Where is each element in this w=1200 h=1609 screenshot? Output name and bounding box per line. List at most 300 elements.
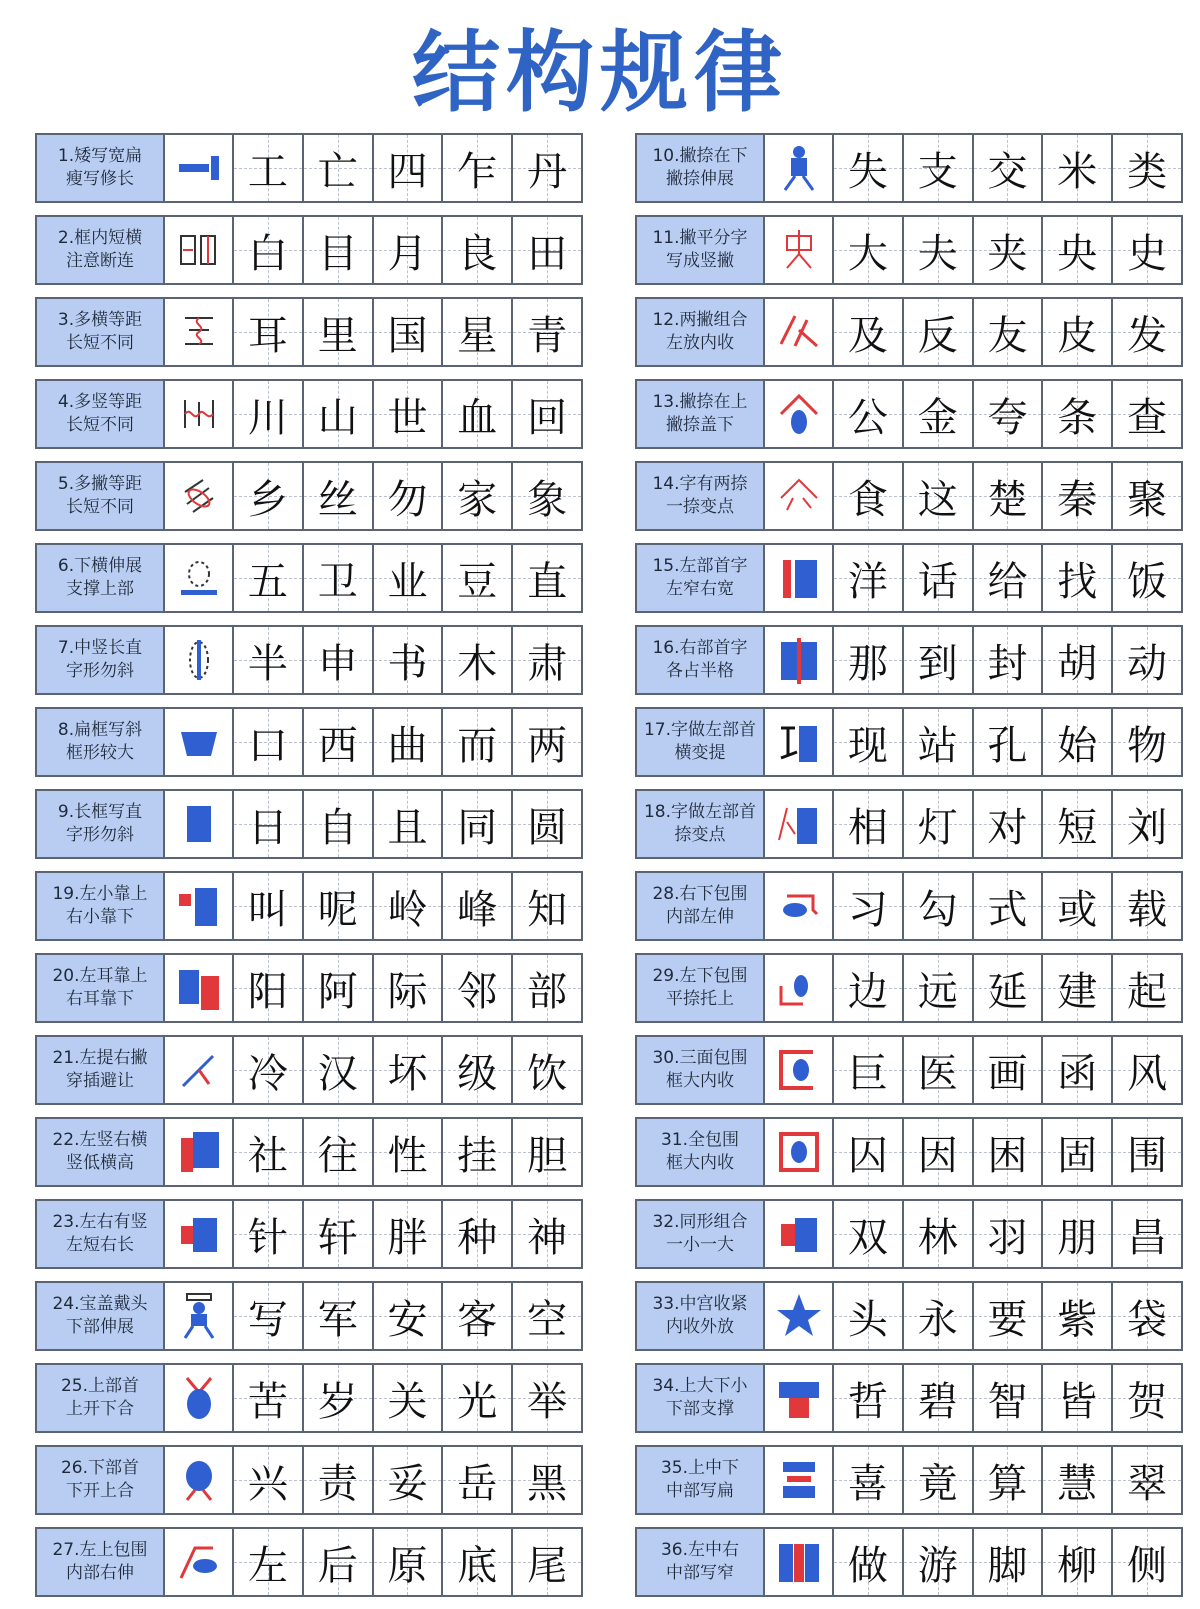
char-cell bbox=[304, 1529, 374, 1595]
rule-row bbox=[635, 1117, 1183, 1187]
rule-label bbox=[37, 545, 165, 611]
char-cell bbox=[974, 791, 1044, 857]
equal-left-falling-icon bbox=[165, 463, 234, 529]
double-falling-icon bbox=[765, 299, 834, 365]
char-cell bbox=[834, 1119, 904, 1185]
char-cell bbox=[904, 873, 974, 939]
example-char: 妥 bbox=[387, 1460, 428, 1507]
rule-row bbox=[635, 379, 1183, 449]
char-cell bbox=[304, 1037, 374, 1103]
char-cell bbox=[513, 1201, 581, 1267]
char-cell bbox=[904, 463, 974, 529]
example-char: 画 bbox=[987, 1050, 1028, 1097]
horizontal-to-rising-icon bbox=[765, 709, 834, 775]
char-cell bbox=[513, 1529, 581, 1595]
example-char: 木 bbox=[457, 640, 498, 687]
char-cell bbox=[1113, 135, 1181, 201]
example-char: 翠 bbox=[1127, 1460, 1168, 1507]
char-cell bbox=[443, 1283, 513, 1349]
example-char: 责 bbox=[317, 1460, 358, 1507]
char-cell bbox=[974, 1037, 1044, 1103]
char-cell bbox=[974, 1201, 1044, 1267]
rule-label bbox=[37, 627, 165, 693]
char-cell bbox=[1043, 627, 1113, 693]
vertical-horizontal-icon bbox=[165, 1119, 234, 1185]
char-cell bbox=[1043, 791, 1113, 857]
rule-row bbox=[35, 1035, 583, 1105]
falling-strokes-below-icon bbox=[773, 142, 825, 194]
example-char: 聚 bbox=[1127, 476, 1168, 523]
char-cell bbox=[974, 1529, 1044, 1595]
rule-label bbox=[37, 1037, 165, 1103]
rules-column-left bbox=[35, 133, 583, 1609]
top-middle-bottom-icon bbox=[773, 1454, 825, 1506]
char-cell bbox=[374, 463, 444, 529]
char-cell bbox=[1043, 709, 1113, 775]
flat-frame-icon bbox=[173, 716, 225, 768]
char-cell bbox=[443, 217, 513, 283]
top-open-icon bbox=[173, 1372, 225, 1424]
char-cell bbox=[904, 299, 974, 365]
rule-label-line: 一小一大 bbox=[666, 1235, 734, 1255]
example-char: 贺 bbox=[1127, 1378, 1168, 1425]
rule-label-line: 33.中宫收紧 bbox=[652, 1294, 748, 1314]
example-char: 西 bbox=[317, 722, 358, 769]
char-cell bbox=[974, 1283, 1044, 1349]
left-short-right-long-icon bbox=[173, 1208, 225, 1260]
char-cell bbox=[234, 1447, 304, 1513]
example-char: 习 bbox=[847, 886, 888, 933]
char-cell bbox=[904, 1529, 974, 1595]
page-title: 结构规律 bbox=[411, 21, 788, 124]
char-cell bbox=[234, 709, 304, 775]
example-char: 站 bbox=[917, 722, 958, 769]
bottom-right-enclosure-icon bbox=[773, 880, 825, 932]
example-char: 胖 bbox=[387, 1214, 428, 1261]
example-char: 叫 bbox=[247, 886, 288, 933]
char-cell bbox=[1043, 1529, 1113, 1595]
example-char: 及 bbox=[847, 312, 888, 359]
char-cell bbox=[304, 873, 374, 939]
rule-row bbox=[635, 1281, 1183, 1351]
rule-label bbox=[637, 1529, 765, 1595]
example-char: 医 bbox=[917, 1050, 958, 1097]
example-char: 智 bbox=[987, 1378, 1028, 1425]
char-cell bbox=[904, 709, 974, 775]
full-enclosure-icon bbox=[765, 1119, 834, 1185]
rule-label-line: 8.扁框写斜 bbox=[57, 720, 143, 740]
rule-label bbox=[637, 135, 765, 201]
example-char: 空 bbox=[527, 1296, 568, 1343]
example-char: 困 bbox=[987, 1132, 1028, 1179]
example-char: 勾 bbox=[917, 886, 958, 933]
char-cell bbox=[834, 1037, 904, 1103]
frame-inner-stroke-icon bbox=[173, 224, 225, 276]
char-cell bbox=[234, 1365, 304, 1431]
char-cell bbox=[304, 627, 374, 693]
rule-label-line: 15.左部首字 bbox=[652, 556, 748, 576]
char-cell bbox=[904, 381, 974, 447]
example-char: 丹 bbox=[527, 148, 568, 195]
example-char: 客 bbox=[457, 1296, 498, 1343]
falling-to-dot-icon bbox=[765, 791, 834, 857]
char-cell bbox=[513, 709, 581, 775]
example-char: 脚 bbox=[987, 1542, 1028, 1589]
char-cell bbox=[834, 1283, 904, 1349]
rule-row bbox=[35, 707, 583, 777]
example-char: 紫 bbox=[1057, 1296, 1098, 1343]
rule-row bbox=[635, 1527, 1183, 1597]
char-cell bbox=[1043, 1447, 1113, 1513]
example-char: 口 bbox=[247, 722, 288, 769]
rule-label bbox=[37, 1529, 165, 1595]
rule-label-line: 字形勿斜 bbox=[66, 661, 134, 681]
right-radical-icon bbox=[773, 634, 825, 686]
char-cell bbox=[374, 1447, 444, 1513]
char-cell bbox=[904, 1283, 974, 1349]
char-cell bbox=[1113, 955, 1181, 1021]
falling-strokes-above-icon bbox=[773, 388, 825, 440]
rule-label-line: 内部左伸 bbox=[666, 907, 734, 927]
example-char: 灯 bbox=[917, 804, 958, 851]
rule-row bbox=[35, 461, 583, 531]
double-falling-icon bbox=[773, 306, 825, 358]
char-cell bbox=[374, 1283, 444, 1349]
char-cell bbox=[1043, 955, 1113, 1021]
example-char: 羽 bbox=[987, 1214, 1028, 1261]
equal-horizontals-icon bbox=[165, 299, 234, 365]
example-char: 工 bbox=[247, 148, 288, 195]
example-char: 峰 bbox=[457, 886, 498, 933]
char-cell bbox=[1113, 381, 1181, 447]
char-cell bbox=[834, 545, 904, 611]
char-cell bbox=[374, 217, 444, 283]
char-cell bbox=[374, 381, 444, 447]
top-left-enclosure-icon bbox=[173, 1536, 225, 1588]
char-cell bbox=[443, 1037, 513, 1103]
char-cell bbox=[443, 299, 513, 365]
roof-radical-icon bbox=[165, 1283, 234, 1349]
rule-label bbox=[637, 381, 765, 447]
example-char: 饭 bbox=[1127, 558, 1168, 605]
example-char: 写 bbox=[247, 1296, 288, 1343]
char-cell bbox=[834, 135, 904, 201]
rule-label-line: 下部支撑 bbox=[666, 1399, 734, 1419]
char-cell bbox=[1043, 217, 1113, 283]
char-cell bbox=[513, 299, 581, 365]
rule-label-line: 左窄右宽 bbox=[666, 579, 734, 599]
example-char: 朋 bbox=[1057, 1214, 1098, 1261]
example-char: 里 bbox=[317, 312, 358, 359]
left-middle-right-icon bbox=[773, 1536, 825, 1588]
example-char: 柳 bbox=[1057, 1542, 1098, 1589]
example-char: 业 bbox=[387, 558, 428, 605]
example-char: 短 bbox=[1057, 804, 1098, 851]
rule-label-line: 支撑上部 bbox=[66, 579, 134, 599]
rule-label-line: 长短不同 bbox=[66, 333, 134, 353]
char-cell bbox=[234, 217, 304, 283]
char-cell bbox=[1043, 1201, 1113, 1267]
example-char: 血 bbox=[457, 394, 498, 441]
example-char: 楚 bbox=[987, 476, 1028, 523]
falling-strokes-above-icon bbox=[765, 381, 834, 447]
example-char: 永 bbox=[917, 1296, 958, 1343]
char-cell bbox=[974, 873, 1044, 939]
rule-label-line: 27.左上包围 bbox=[52, 1540, 148, 1560]
rule-row bbox=[635, 1199, 1183, 1269]
rule-row bbox=[635, 625, 1183, 695]
rule-label-line: 20.左耳靠上 bbox=[52, 966, 148, 986]
char-cell bbox=[443, 873, 513, 939]
center-vertical-icon bbox=[173, 634, 225, 686]
example-char: 公 bbox=[847, 394, 888, 441]
example-char: 社 bbox=[247, 1132, 288, 1179]
char-cell bbox=[834, 217, 904, 283]
char-cell bbox=[374, 627, 444, 693]
example-char: 肃 bbox=[527, 640, 568, 687]
char-cell bbox=[1043, 545, 1113, 611]
two-right-falling-icon bbox=[765, 463, 834, 529]
rule-label-line: 30.三面包围 bbox=[652, 1048, 748, 1068]
char-cell bbox=[443, 791, 513, 857]
example-char: 金 bbox=[917, 394, 958, 441]
char-cell bbox=[1113, 1201, 1181, 1267]
example-char: 耳 bbox=[247, 312, 288, 359]
char-cell bbox=[234, 1283, 304, 1349]
example-char: 动 bbox=[1127, 640, 1168, 687]
char-cell bbox=[234, 1529, 304, 1595]
char-cell bbox=[974, 1365, 1044, 1431]
horizontal-to-rising-icon bbox=[773, 716, 825, 768]
example-char: 象 bbox=[527, 476, 568, 523]
example-char: 半 bbox=[247, 640, 288, 687]
top-middle-bottom-icon bbox=[765, 1447, 834, 1513]
example-char: 良 bbox=[457, 230, 498, 277]
char-cell bbox=[513, 135, 581, 201]
char-cell bbox=[834, 791, 904, 857]
char-cell bbox=[834, 1201, 904, 1267]
example-char: 回 bbox=[527, 394, 568, 441]
char-cell bbox=[234, 545, 304, 611]
char-cell bbox=[1113, 1037, 1181, 1103]
char-cell bbox=[1113, 1365, 1181, 1431]
char-cell bbox=[234, 1201, 304, 1267]
rule-label-line: 14.字有两捺 bbox=[652, 474, 748, 494]
example-char: 秦 bbox=[1057, 476, 1098, 523]
rule-label-line: 撇捺伸展 bbox=[666, 169, 734, 189]
top-large-bottom-small-icon bbox=[765, 1365, 834, 1431]
char-cell bbox=[834, 627, 904, 693]
char-cell bbox=[1043, 873, 1113, 939]
char-cell bbox=[443, 135, 513, 201]
example-char: 日 bbox=[247, 804, 288, 851]
example-char: 军 bbox=[317, 1296, 358, 1343]
example-char: 做 bbox=[847, 1542, 888, 1589]
char-cell bbox=[904, 1201, 974, 1267]
char-cell bbox=[374, 545, 444, 611]
example-char: 哲 bbox=[847, 1378, 888, 1425]
char-cell bbox=[1043, 1037, 1113, 1103]
example-char: 物 bbox=[1127, 722, 1168, 769]
rule-label bbox=[637, 627, 765, 693]
rule-label-line: 25.上部首 bbox=[60, 1376, 140, 1396]
char-cell bbox=[1043, 299, 1113, 365]
rule-row bbox=[35, 1117, 583, 1187]
char-cell bbox=[974, 545, 1044, 611]
rule-row bbox=[35, 871, 583, 941]
char-cell bbox=[974, 463, 1044, 529]
rule-label-line: 框大内收 bbox=[666, 1153, 734, 1173]
char-cell bbox=[904, 217, 974, 283]
char-cell bbox=[1043, 135, 1113, 201]
example-char: 勿 bbox=[387, 476, 428, 523]
three-side-enclosure-icon bbox=[773, 1044, 825, 1096]
example-char: 皆 bbox=[1057, 1378, 1098, 1425]
example-char: 黑 bbox=[527, 1460, 568, 1507]
rising-falling-icon bbox=[173, 1044, 225, 1096]
rule-label-line: 一捺变点 bbox=[666, 497, 734, 517]
example-char: 针 bbox=[247, 1214, 288, 1261]
two-right-falling-icon bbox=[773, 470, 825, 522]
example-char: 反 bbox=[917, 312, 958, 359]
char-cell bbox=[374, 1037, 444, 1103]
example-char: 山 bbox=[317, 394, 358, 441]
example-char: 往 bbox=[317, 1132, 358, 1179]
rule-row bbox=[35, 543, 583, 613]
char-cell bbox=[443, 1447, 513, 1513]
char-cell bbox=[974, 955, 1044, 1021]
rule-label bbox=[637, 873, 765, 939]
top-open-icon bbox=[165, 1365, 234, 1431]
rule-row bbox=[635, 1363, 1183, 1433]
rule-label-line: 下开上合 bbox=[66, 1481, 134, 1501]
char-cell bbox=[834, 955, 904, 1021]
example-char: 直 bbox=[527, 558, 568, 605]
char-cell bbox=[304, 1283, 374, 1349]
example-char: 级 bbox=[457, 1050, 498, 1097]
rule-label bbox=[637, 545, 765, 611]
example-char: 给 bbox=[987, 558, 1028, 605]
rule-label bbox=[637, 1447, 765, 1513]
left-small-top-icon bbox=[173, 880, 225, 932]
example-char: 举 bbox=[527, 1378, 568, 1425]
example-char: 友 bbox=[987, 312, 1028, 359]
rule-label-line: 平捺托上 bbox=[666, 989, 734, 1009]
falling-to-dot-icon bbox=[773, 798, 825, 850]
example-char: 找 bbox=[1057, 558, 1098, 605]
rule-label-line: 36.左中右 bbox=[660, 1540, 740, 1560]
example-char: 饮 bbox=[527, 1050, 568, 1097]
char-cell bbox=[904, 627, 974, 693]
example-char: 曲 bbox=[387, 722, 428, 769]
rule-row bbox=[635, 1445, 1183, 1515]
char-cell bbox=[1113, 1119, 1181, 1185]
char-cell bbox=[974, 1447, 1044, 1513]
rule-row bbox=[635, 133, 1183, 203]
example-char: 且 bbox=[387, 804, 428, 851]
example-char: 汉 bbox=[317, 1050, 358, 1097]
example-char: 青 bbox=[527, 312, 568, 359]
example-char: 昌 bbox=[1127, 1214, 1168, 1261]
equal-horizontals-icon bbox=[173, 306, 225, 358]
example-char: 申 bbox=[317, 640, 358, 687]
rule-label-line: 13.撇捺在上 bbox=[652, 392, 748, 412]
rule-label bbox=[37, 1365, 165, 1431]
rule-label-line: 22.左竖右横 bbox=[52, 1130, 148, 1150]
example-char: 央 bbox=[1057, 230, 1098, 277]
char-cell bbox=[1113, 217, 1181, 283]
char-cell bbox=[304, 463, 374, 529]
example-char: 双 bbox=[847, 1214, 888, 1261]
example-char: 那 bbox=[847, 640, 888, 687]
example-char: 因 bbox=[917, 1132, 958, 1179]
char-cell bbox=[834, 1447, 904, 1513]
rule-label bbox=[37, 791, 165, 857]
char-cell bbox=[443, 709, 513, 775]
char-cell bbox=[374, 1365, 444, 1431]
example-char: 到 bbox=[917, 640, 958, 687]
rule-label-line: 23.左右有竖 bbox=[52, 1212, 148, 1232]
rule-label bbox=[637, 709, 765, 775]
rule-label-line: 注意断连 bbox=[66, 251, 134, 271]
char-cell bbox=[443, 955, 513, 1021]
char-cell bbox=[974, 135, 1044, 201]
example-char: 函 bbox=[1057, 1050, 1098, 1097]
char-cell bbox=[1113, 791, 1181, 857]
rule-label bbox=[37, 135, 165, 201]
char-cell bbox=[234, 135, 304, 201]
example-char: 洋 bbox=[847, 558, 888, 605]
char-cell bbox=[304, 1119, 374, 1185]
rule-label-line: 9.长框写直 bbox=[57, 802, 143, 822]
example-char: 夹 bbox=[987, 230, 1028, 277]
rule-row bbox=[635, 1035, 1183, 1105]
example-char: 风 bbox=[1127, 1050, 1168, 1097]
bottom-open-icon bbox=[173, 1454, 225, 1506]
char-cell bbox=[513, 1447, 581, 1513]
char-cell bbox=[904, 1119, 974, 1185]
split-falling-icon bbox=[765, 217, 834, 283]
example-char: 尾 bbox=[527, 1542, 568, 1589]
char-cell bbox=[513, 1365, 581, 1431]
char-cell bbox=[234, 381, 304, 447]
char-cell bbox=[443, 1365, 513, 1431]
example-char: 光 bbox=[457, 1378, 498, 1425]
rule-label-line: 31.全包围 bbox=[660, 1130, 740, 1150]
rule-label bbox=[37, 1119, 165, 1185]
center-vertical-icon bbox=[165, 627, 234, 693]
same-shape-combo-icon bbox=[773, 1208, 825, 1260]
char-cell bbox=[904, 135, 974, 201]
example-char: 左 bbox=[247, 1542, 288, 1589]
rule-label bbox=[37, 1283, 165, 1349]
char-cell bbox=[1043, 1365, 1113, 1431]
rule-row bbox=[635, 297, 1183, 367]
example-char: 要 bbox=[987, 1296, 1028, 1343]
char-cell bbox=[1113, 463, 1181, 529]
bottom-horizontal-icon bbox=[173, 552, 225, 604]
flat-frame-icon bbox=[165, 709, 234, 775]
rule-label-line: 12.两撇组合 bbox=[652, 310, 748, 330]
rule-label-line: 35.上中下 bbox=[660, 1458, 740, 1478]
split-falling-icon bbox=[773, 224, 825, 276]
rule-label-line: 右耳靠下 bbox=[66, 989, 134, 1009]
char-cell bbox=[443, 463, 513, 529]
rule-label bbox=[37, 1201, 165, 1267]
example-char: 底 bbox=[457, 1542, 498, 1589]
bottom-left-enclosure-icon bbox=[773, 962, 825, 1014]
char-cell bbox=[443, 1529, 513, 1595]
